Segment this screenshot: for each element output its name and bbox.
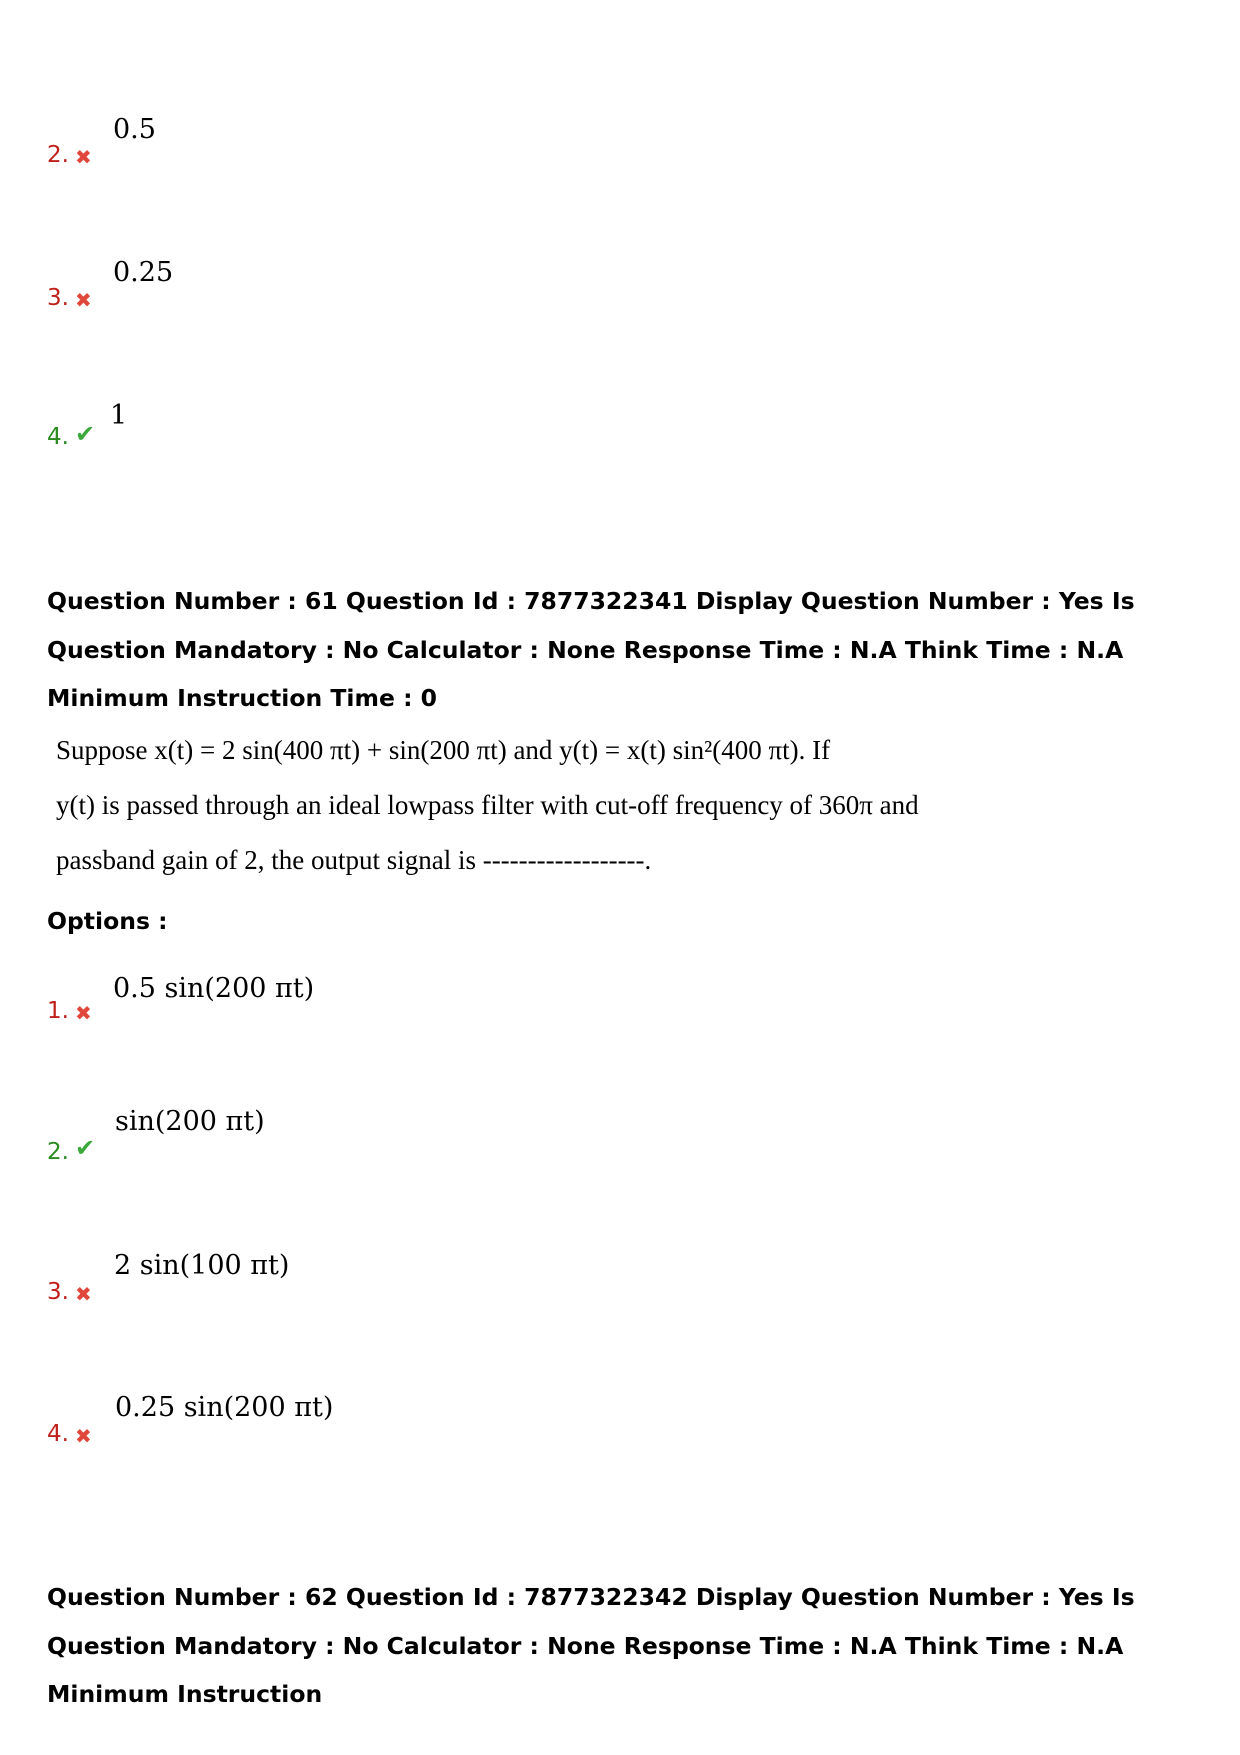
option-text: 1 (110, 400, 128, 431)
option-text: 0.25 sin(200 πt) (115, 1392, 334, 1423)
option-text: 2 sin(100 πt) (114, 1250, 290, 1281)
option-text: 0.5 (113, 114, 156, 145)
question-text-line: Suppose x(t) = 2 sin(400 πt) + sin(200 πt) and y(t) = x(t) sin²(400 πt). If (56, 735, 831, 765)
question-61-meta: Question Number : 61 Question Id : 7877322341 Display Question Number : Yes Is Question Mandatory : No Calculator : None Response Time : N.A Think Time : N.A Minimum Instruction Time : 0 (47, 587, 1135, 712)
option-number: 1. (47, 998, 69, 1024)
option-number: 3. (47, 1279, 69, 1305)
cross-icon: ✖ (75, 145, 92, 169)
option-number: 2. (47, 1139, 69, 1165)
cross-icon: ✖ (75, 1001, 92, 1025)
question-62-meta: Question Number : 62 Question Id : 7877322342 Display Question Number : Yes Is Question Mandatory : No Calculator : None Response Time : N.A Think Time : N.A Minimum Instruction (47, 1583, 1135, 1708)
cross-icon: ✖ (75, 288, 92, 312)
option-number: 2. (47, 142, 69, 168)
option-text: 0.25 (113, 257, 174, 288)
options-label: Options : (47, 907, 168, 935)
cross-icon: ✖ (75, 1424, 92, 1448)
question-text-line: passband gain of 2, the output signal is ------------------. (56, 845, 652, 875)
option-text: sin(200 πt) (115, 1106, 265, 1137)
check-icon: ✔ (75, 420, 96, 448)
option-text: 0.5 sin(200 πt) (113, 973, 315, 1004)
option-number: 3. (47, 285, 69, 311)
cross-icon: ✖ (75, 1282, 92, 1306)
option-number: 4. (47, 424, 69, 450)
option-number: 4. (47, 1421, 69, 1447)
check-icon: ✔ (75, 1134, 96, 1162)
question-61-text (56, 723, 956, 888)
question-text-line: y(t) is passed through an ideal lowpass filter with cut-off frequency of 360π and (56, 790, 919, 820)
